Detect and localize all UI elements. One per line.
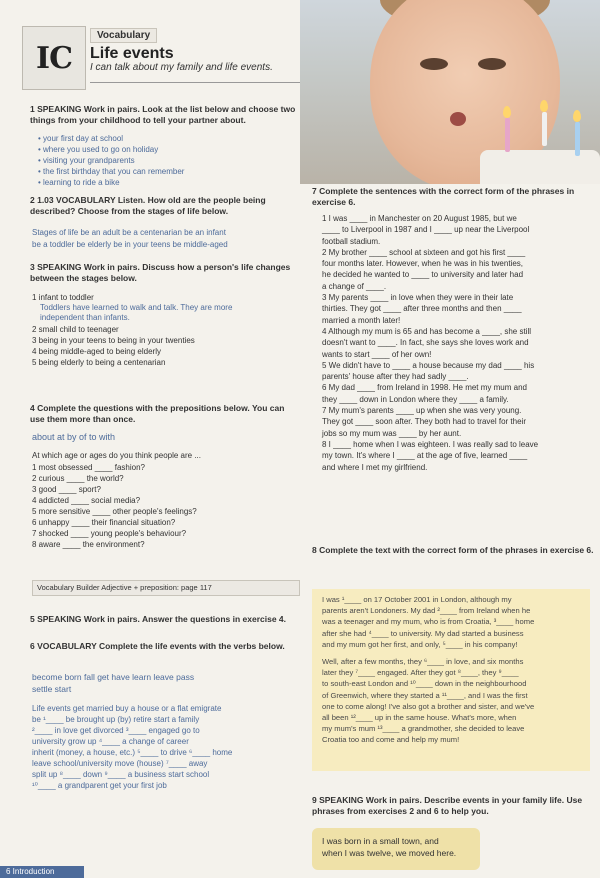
ex1-item: • where you used to go on holiday (38, 145, 159, 154)
ex8-line: one to come along! I've also got a brother and sister, and we've (322, 701, 535, 711)
ex7-line: doesn't want to ____. In fact, she says she loves work and (322, 338, 529, 348)
ex8-line: I was ¹____ on 17 October 2001 in London, although my (322, 595, 512, 604)
ex8-line: all been ¹²____ up in the same house. What's more, when (322, 713, 517, 723)
page-footer: 6 Introduction (0, 866, 84, 878)
ex3-heading: 3 SPEAKING Work in pairs. Discuss how a person's life changes between the stages below. (30, 262, 291, 283)
ex7-line: they ____ down in London where they ____ a family. (322, 394, 509, 404)
ex1-item: • visiting your grandparents (38, 156, 135, 165)
ex6-line: inherit (money, a house, etc.) ⁵____ to drive ⁶____ home (32, 748, 233, 757)
ex7-line: 4 Although my mum is 65 and has become a ____, she still (322, 326, 532, 336)
birthday-photo (300, 0, 600, 184)
ex4-item: 2 curious ____ the world? (32, 474, 124, 483)
unit-code: IC (36, 40, 72, 76)
ex2-stages-line1: Stages of life be an adult be a centenarian be an infant (32, 228, 226, 237)
ex7-heading: 7 Complete the sentences with the correct form of the phrases in exercise 6. (312, 186, 575, 207)
ex8-heading: 8 Complete the text with the correct form of the phrases in exercise 6. (312, 545, 594, 555)
speech-note-line2: when I was twelve, we moved here. (322, 848, 457, 858)
ex3-example: independent than infants. (40, 313, 130, 322)
ex7-line: he decided he wanted to ____ to university and later had (322, 270, 524, 280)
ex9-heading: 9 SPEAKING Work in pairs. Describe events in your family life. Use phrases from exercises 2 and 6 to help you. (312, 795, 583, 816)
ex7-line: and where I met my girlfriend. (322, 462, 428, 472)
ex1-item: • learning to ride a bike (38, 178, 120, 187)
photo-candle (542, 112, 547, 146)
ex2-heading: 2 1.03 VOCABULARY Listen. How old are the people being described? Choose from the stages of life below. (30, 195, 266, 216)
header-divider (90, 82, 300, 83)
ex6-line: Life events get married buy a house or a flat emigrate (32, 704, 222, 713)
ex3-item: 4 being middle-aged to being elderly (32, 347, 161, 356)
photo-candle (575, 122, 580, 156)
ex4-item: 5 more sensitive ____ other people's feelings? (32, 507, 197, 516)
photo-candle (505, 118, 510, 152)
ex7-line: my town. It's where I ____ at the age of five, learned ____ (322, 451, 528, 461)
ex4-item: 3 good ____ sport? (32, 485, 101, 494)
ex8-line: of Greenwich, where they started a ¹¹____, and I was the first (322, 690, 528, 700)
speech-note-line1: I was born in a small town, and (322, 836, 439, 846)
ex7-line: jobs so my mum was ____ by her aunt. (322, 428, 462, 438)
ex6-line: split up ⁸____ down ⁹____ a business start school (32, 770, 210, 779)
ex4-item: 6 unhappy ____ their financial situation? (32, 518, 176, 527)
ex7-line: football stadium. (322, 236, 381, 246)
ex8-line: later they ⁷____ engaged. After they got ⁸____, they ⁹____ (322, 668, 519, 678)
ex6-verbs-line1: become born fall get have learn leave pass (32, 672, 195, 682)
ex6-line: leave school/university move (house) ⁷____ away (32, 759, 208, 768)
ex7-line: 7 My mum's parents ____ up when she was very young. (322, 406, 522, 416)
ex3-item: 2 small child to teenager (32, 325, 119, 334)
ex8-line: Well, after a few months, they ⁶____ in love, and six months (322, 657, 524, 667)
ex2-stages-line2: be a toddler be elderly be in your teens be middle-aged (32, 240, 228, 249)
ex7-line: thirties. They got ____ after three months and then ____ (322, 304, 522, 314)
ex8-line: parents aren't Londoners. My dad ²____ from Ireland when he (322, 606, 531, 616)
photo-flame (503, 106, 511, 118)
lesson-subtitle: I can talk about my family and life events. (90, 62, 273, 73)
ex4-item: 8 aware ____ the environment? (32, 540, 145, 549)
ex7-line: 5 We didn't have to ____ a house because my dad ____ his (322, 360, 535, 370)
ex8-line: after she had ⁴____ to university. My dad started a business (322, 628, 524, 638)
ex7-line: 1 I was ____ in Manchester on 20 August 1985, but we (322, 214, 517, 223)
ex6-verbs-line2: settle start (32, 684, 72, 694)
ex1-item: • the first birthday that you can remember (38, 167, 185, 176)
ex7-line: four months later. However, when he was in his twenties, (322, 259, 523, 269)
ex4-heading: 4 Complete the questions with the prepositions below. You can use them more than once. (30, 403, 285, 424)
photo-flame (540, 100, 548, 112)
ex7-line: wants to start ____ of her own! (322, 349, 432, 359)
ex3-item: 1 infant to toddler (32, 293, 94, 302)
ex8-line: to south-east London and ¹⁰____ down in the neighbourhood (322, 679, 527, 689)
ex6-line: ²____ in love get divorced ³____ engaged go to (32, 726, 200, 735)
ex5-heading: 5 SPEAKING Work in pairs. Answer the questions in exercise 4. (30, 614, 287, 624)
ex8-line: Croatia too and come and help my mum! (322, 735, 460, 745)
ex8-line: and my mum got her first, and only, ⁵____ in his company! (322, 639, 518, 649)
ex6-line: be ¹____ be brought up (by) retire start a family (32, 715, 200, 724)
ex7-line: 2 My brother ____ school at sixteen and got his first ____ (322, 247, 526, 257)
ex7-line: 3 My parents ____ in love when they were in their late (322, 293, 514, 303)
ex7-line: a change of ____. (322, 281, 387, 291)
ex3-item: 5 being elderly to being a centenarian (32, 358, 166, 367)
ex4-item: 1 most obsessed ____ fashion? (32, 463, 145, 472)
ex7-sentences (322, 213, 598, 473)
ex3-example: Toddlers have learned to walk and talk. They are more (40, 303, 233, 312)
ex6-line: university grow up ⁴____ a change of career (32, 737, 189, 746)
ex7-line: 6 My dad ____ from Ireland in 1998. He met my mum and (322, 383, 527, 393)
ex1-item: • your first day at school (38, 134, 124, 143)
unit-badge (22, 26, 86, 90)
photo-mouth (450, 112, 466, 126)
ex6-heading: 6 VOCABULARY Complete the life events with the verbs below. (30, 641, 285, 651)
ex4-item: 4 addicted ____ social media? (32, 496, 141, 505)
ex4-item: 7 shocked ____ young people's behaviour? (32, 529, 187, 538)
lesson-title: Life events (90, 45, 174, 62)
ex7-line: married a month later! (322, 315, 401, 325)
ex8-line: was a teenager and my mum, who is from Croatia, ³____ home (322, 617, 535, 627)
ex7-line: parents' house after they had sadly ____. (322, 372, 469, 382)
ex7-line: ____ to Liverpool in 1987 and I ____ up near the Liverpool (322, 225, 530, 235)
ex4-prepositions: about at by of to with (32, 432, 116, 442)
ex7-line: They got ____ soon after. They both had to travel for their (322, 417, 526, 427)
ex6-line: ¹⁰____ a grandparent get your first job (32, 781, 167, 790)
vocabulary-builder-link[interactable]: Vocabulary Builder Adjective + preposition: page 117 (32, 580, 300, 596)
ex8-line: my mum's mum ¹³____ a grandmother, she decided to leave (322, 724, 525, 734)
ex7-line: 8 I ____ home when I was eighteen. I was really sad to leave (322, 439, 539, 449)
ex3-item: 3 being in your teens to being in your twenties (32, 336, 195, 345)
ex4-intro: At which age or ages do you think people are ... (32, 451, 201, 460)
ex1-heading: 1 SPEAKING Work in pairs. Look at the list below and choose two things from your childhood to tell your partner about. (30, 104, 296, 125)
photo-flame (573, 110, 581, 122)
ex8-text (322, 594, 590, 746)
photo-cake (480, 150, 600, 184)
section-tag: Vocabulary (90, 28, 157, 43)
photo-eye-left (420, 58, 448, 70)
photo-eye-right (478, 58, 506, 70)
